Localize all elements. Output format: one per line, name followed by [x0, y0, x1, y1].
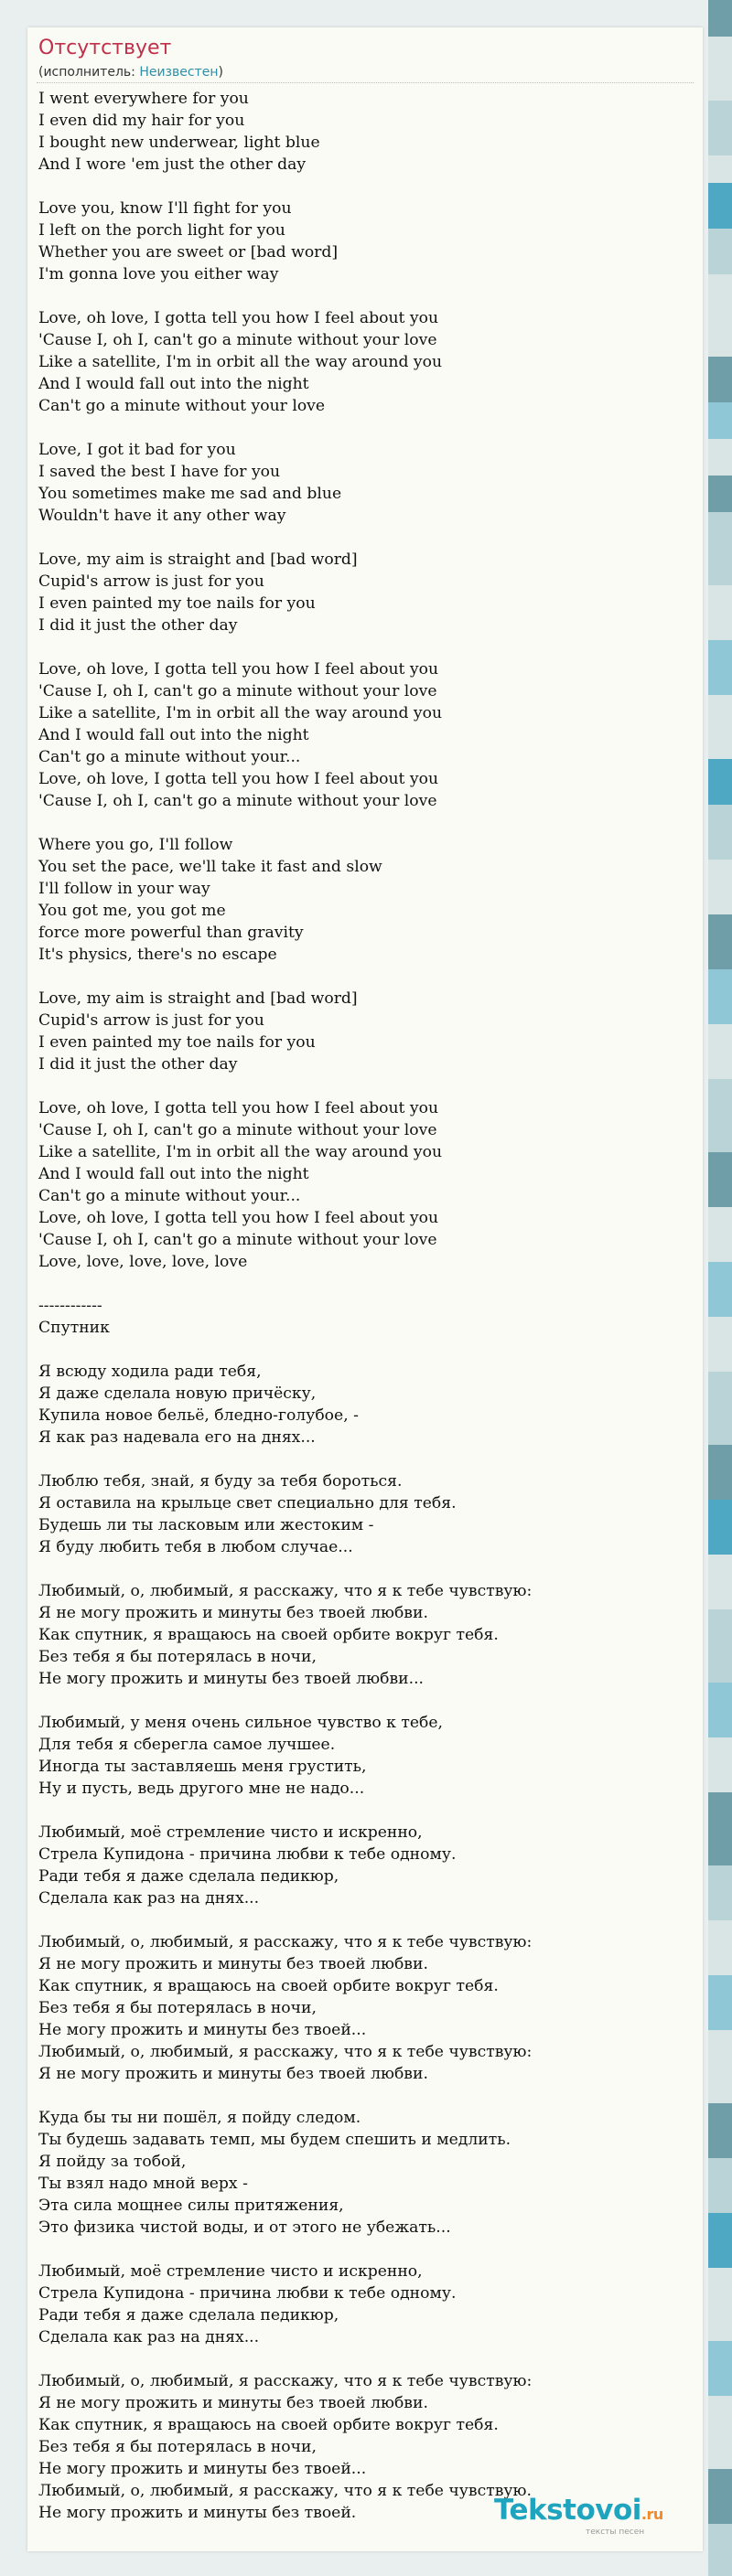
lyrics-line: And I would fall out into the night	[38, 375, 309, 393]
lyrics-line: I'll follow in your way	[38, 880, 210, 898]
lyrics-line: Я не могу прожить и минуты без твоей любви.	[38, 1955, 428, 1973]
logo-text: Tekstovoi	[494, 2494, 641, 2527]
lyrics-body	[38, 88, 697, 2546]
stripe	[708, 2030, 732, 2103]
lyrics-line: Любимый, о, любимый, я расскажу, что я к тебе чувствую:	[38, 2372, 533, 2390]
lyrics-line: Love, oh love, I gotta tell you how I feel about you	[38, 770, 439, 788]
stripe	[708, 914, 732, 969]
lyrics-line: Не могу прожить и минуты без твоей...	[38, 2460, 367, 2478]
lyrics-line: I bought new underwear, light blue	[38, 134, 320, 152]
lyrics-line: Like a satellite, I'm in orbit all the way around you	[38, 1143, 443, 1161]
lyrics-line: Без тебя я бы потерялась в ночи,	[38, 1648, 317, 1666]
stripe	[708, 860, 732, 914]
lyrics-line: Я как раз надевала его на днях...	[38, 1428, 316, 1447]
lyrics-line: Cupid's arrow is just for you	[38, 572, 264, 591]
lyrics-stanza	[38, 988, 697, 1075]
lyrics-stanza	[38, 1822, 697, 1909]
lyrics-stanza	[38, 2107, 697, 2239]
lyrics-line: Can't go a minute without your...	[38, 1187, 301, 1205]
stripe	[708, 2524, 732, 2576]
lyrics-line: Love, oh love, I gotta tell you how I feel about you	[38, 1099, 439, 1117]
lyrics-line: Love, oh love, I gotta tell you how I feel about you	[38, 309, 439, 327]
lyrics-line: You sometimes make me sad and blue	[38, 485, 342, 503]
stripe	[708, 2213, 732, 2268]
lyrics-stanza	[38, 834, 697, 966]
stripe	[708, 2103, 732, 2158]
header-divider	[37, 82, 694, 83]
stripe	[708, 1262, 732, 1317]
stripe	[708, 512, 732, 585]
lyrics-stanza	[38, 2261, 697, 2348]
lyrics-line: Я не могу прожить и минуты без твоей любви.	[38, 2065, 428, 2083]
lyrics-line: ------------	[38, 1297, 102, 1315]
lyrics-line: Where you go, I'll follow	[38, 836, 233, 854]
lyrics-line: 'Cause I, oh I, can't go a minute without your love	[38, 1231, 437, 1249]
stripe	[708, 805, 732, 860]
lyrics-stanza	[38, 1361, 697, 1448]
lyrics-line: Как спутник, я вращаюсь на своей орбите вокруг тебя.	[38, 1626, 499, 1644]
lyrics-line: Не могу прожить и минуты без твоей...	[38, 2021, 367, 2039]
lyrics-stanza	[38, 1470, 697, 1558]
lyrics-line: I saved the best I have for you	[38, 463, 281, 481]
lyrics-line: Это физика чистой воды, и от этого не убежать...	[38, 2218, 451, 2237]
lyrics-line: Как спутник, я вращаюсь на своей орбите вокруг тебя.	[38, 2416, 499, 2434]
stripe	[708, 695, 732, 759]
lyrics-line: Сделала как раз на днях...	[38, 2328, 260, 2346]
lyrics-stanza	[38, 549, 697, 636]
lyrics-line: And I would fall out into the night	[38, 726, 309, 744]
site-logo[interactable]	[494, 2494, 677, 2539]
lyrics-stanza	[38, 1295, 697, 1339]
stripe	[708, 155, 732, 183]
lyrics-line: Стрела Купидона - причина любви к тебе одному.	[38, 2284, 457, 2303]
lyrics-line: Love, my aim is straight and [bad word]	[38, 989, 358, 1008]
lyrics-stanza	[38, 1931, 697, 2085]
lyrics-line: I did it just the other day	[38, 616, 238, 635]
lyrics-line: Без тебя я бы потерялась в ночи,	[38, 1999, 317, 2017]
lyrics-line: I'm gonna love you either way	[38, 265, 279, 283]
lyrics-line: Эта сила мощнее силы притяжения,	[38, 2197, 344, 2215]
lyrics-line: force more powerful than gravity	[38, 924, 304, 942]
stripe	[708, 439, 732, 476]
lyrics-line: Сделала как раз на днях...	[38, 1889, 260, 1908]
lyrics-line: I did it just the other day	[38, 1055, 238, 1074]
lyrics-line: Я даже сделала новую причёску,	[38, 1384, 317, 1403]
lyrics-line: Стрела Купидона - причина любви к тебе одному.	[38, 1845, 457, 1864]
decorative-stripes	[708, 0, 732, 2576]
logo-tagline: тексты песен	[586, 2528, 645, 2537]
stripe	[708, 1683, 732, 1737]
stripe	[708, 1500, 732, 1555]
lyrics-line: Иногда ты заставляешь меня грустить,	[38, 1758, 367, 1776]
lyrics-stanza	[38, 1712, 697, 1800]
lyrics-line: Любимый, моё стремление чисто и искренно,	[38, 1823, 423, 1842]
lyrics-stanza	[38, 198, 697, 285]
lyrics-line: Люблю тебя, знай, я буду за тебя бороться.	[38, 1472, 403, 1491]
lyrics-line: Can't go a minute without your love	[38, 397, 326, 415]
stripe	[708, 274, 732, 357]
stripe	[708, 1024, 732, 1079]
lyrics-line: Ну и пусть, ведь другого мне не надо...	[38, 1780, 365, 1798]
stripe	[708, 585, 732, 640]
stripe	[708, 1865, 732, 1920]
lyrics-line: I even painted my toe nails for you	[38, 1033, 316, 1052]
lyrics-line: I left on the porch light for you	[38, 221, 285, 240]
lyrics-line: Like a satellite, I'm in orbit all the way around you	[38, 353, 443, 371]
lyrics-stanza	[38, 1580, 697, 1690]
lyrics-line: Не могу прожить и минуты без твоей.	[38, 2504, 357, 2522]
song-title: Отсутствует	[38, 37, 172, 59]
stripe	[708, 2469, 732, 2524]
lyrics-line: I even did my hair for you	[38, 112, 245, 130]
lyrics-line: Ты будешь задавать темп, мы будем спешить и медлить.	[38, 2131, 511, 2149]
artist-suffix: )	[218, 65, 223, 80]
stripe	[708, 402, 732, 439]
lyrics-stanza	[38, 88, 697, 176]
stripe	[708, 357, 732, 402]
lyrics-line: I went everywhere for you	[38, 90, 249, 108]
lyrics-line: Whether you are sweet or [bad word]	[38, 243, 339, 262]
lyrics-line: Ради тебя я даже сделала педикюр,	[38, 1867, 339, 1886]
stripe	[708, 1792, 732, 1865]
lyrics-line: Like a satellite, I'm in orbit all the way around you	[38, 704, 443, 722]
lyrics-line: Wouldn't have it any other way	[38, 507, 286, 525]
lyrics-line: Я не могу прожить и минуты без твоей любви.	[38, 1604, 428, 1622]
lyrics-line: Купила новое бельё, бледно-голубое, -	[38, 1406, 359, 1425]
lyrics-line: Спутник	[38, 1319, 110, 1337]
lyrics-line: Love you, know I'll fight for you	[38, 199, 292, 218]
lyrics-line: Любимый, моё стремление чисто и искренно,	[38, 2262, 423, 2281]
stripe	[708, 640, 732, 695]
lyrics-line: Ради тебя я даже сделала педикюр,	[38, 2306, 339, 2325]
lyrics-line: Я оставила на крыльце свет специально для тебя.	[38, 1494, 457, 1512]
lyrics-line: And I wore 'em just the other day	[38, 155, 307, 174]
stripe	[708, 1152, 732, 1207]
lyrics-line: Я не могу прожить и минуты без твоей любви.	[38, 2394, 428, 2412]
lyrics-line: 'Cause I, oh I, can't go a minute without your love	[38, 682, 437, 700]
lyrics-line: Куда бы ты ни пошёл, я пойду следом.	[38, 2109, 361, 2127]
lyrics-line: Я буду любить тебя в любом случае...	[38, 1538, 353, 1556]
artist-link[interactable]: Неизвестен	[139, 65, 219, 80]
lyrics-line: Cupid's arrow is just for you	[38, 1011, 264, 1030]
artist-prefix: (исполнитель:	[38, 65, 140, 80]
stripe	[708, 1975, 732, 2030]
lyrics-stanza	[38, 1097, 697, 1273]
lyrics-line: Не могу прожить и минуты без твоей любви...	[38, 1670, 425, 1688]
lyrics-line: It's physics, there's no escape	[38, 946, 277, 964]
lyrics-line: Любимый, у меня очень сильное чувство к тебе,	[38, 1714, 444, 1732]
lyrics-line: Любимый, о, любимый, я расскажу, что я к тебе чувствую:	[38, 1582, 533, 1600]
lyrics-line: 'Cause I, oh I, can't go a minute without your love	[38, 331, 437, 349]
stripe	[708, 1207, 732, 1262]
lyrics-card	[27, 27, 703, 2551]
stripe	[708, 1920, 732, 1975]
lyrics-line: Как спутник, я вращаюсь на своей орбите вокруг тебя.	[38, 1977, 499, 1995]
lyrics-line: You got me, you got me	[38, 902, 226, 920]
stripe	[708, 1079, 732, 1152]
lyrics-line: Love, oh love, I gotta tell you how I feel about you	[38, 1209, 439, 1227]
lyrics-line: Будешь ли ты ласковым или жестоким -	[38, 1516, 374, 1534]
lyrics-line: Love, my aim is straight and [bad word]	[38, 550, 358, 569]
lyrics-line: Я всюду ходила ради тебя,	[38, 1363, 262, 1381]
lyrics-line: 'Cause I, oh I, can't go a minute without your love	[38, 1121, 437, 1139]
stripe	[708, 183, 732, 229]
stripe	[708, 1372, 732, 1445]
lyrics-line: Can't go a minute without your...	[38, 748, 301, 766]
stripe	[708, 759, 732, 805]
stripe	[708, 37, 732, 101]
stripe	[708, 1317, 732, 1372]
stripe	[708, 2341, 732, 2396]
lyrics-line: And I would fall out into the night	[38, 1165, 309, 1183]
artist-line	[38, 64, 223, 80]
stripe	[708, 2158, 732, 2213]
stripe	[708, 1609, 732, 1683]
lyrics-line: Любимый, о, любимый, я расскажу, что я к тебе чувствую:	[38, 1933, 533, 1951]
lyrics-line: You set the pace, we'll take it fast and slow	[38, 858, 382, 876]
lyrics-stanza	[38, 439, 697, 527]
lyrics-line: I even painted my toe nails for you	[38, 594, 316, 613]
stripe	[708, 1737, 732, 1792]
lyrics-stanza	[38, 307, 697, 417]
lyrics-line: 'Cause I, oh I, can't go a minute without your love	[38, 792, 437, 810]
lyrics-line: Любимый, о, любимый, я расскажу, что я к тебе чувствую.	[38, 2482, 532, 2500]
lyrics-line: Я пойду за тобой,	[38, 2153, 187, 2171]
lyrics-line: Без тебя я бы потерялась в ночи,	[38, 2438, 317, 2456]
stripe	[708, 0, 732, 37]
logo-tld: .ru	[640, 2506, 663, 2523]
lyrics-stanza	[38, 658, 697, 812]
stripe	[708, 1445, 732, 1500]
lyrics-line: Любимый, о, любимый, я расскажу, что я к тебе чувствую:	[38, 2043, 533, 2061]
stripe	[708, 2396, 732, 2469]
lyrics-line: Love, oh love, I gotta tell you how I feel about you	[38, 660, 439, 679]
stripe	[708, 1555, 732, 1609]
stripe	[708, 969, 732, 1024]
stripe	[708, 101, 732, 155]
lyrics-line: Love, I got it bad for you	[38, 441, 236, 459]
stripe	[708, 476, 732, 512]
lyrics-line: Для тебя я сберегла самое лучшее.	[38, 1736, 336, 1754]
lyrics-line: Love, love, love, love, love	[38, 1253, 248, 1271]
lyrics-line: Ты взял надо мной верх -	[38, 2175, 248, 2193]
stripe	[708, 229, 732, 274]
stripe	[708, 2268, 732, 2341]
